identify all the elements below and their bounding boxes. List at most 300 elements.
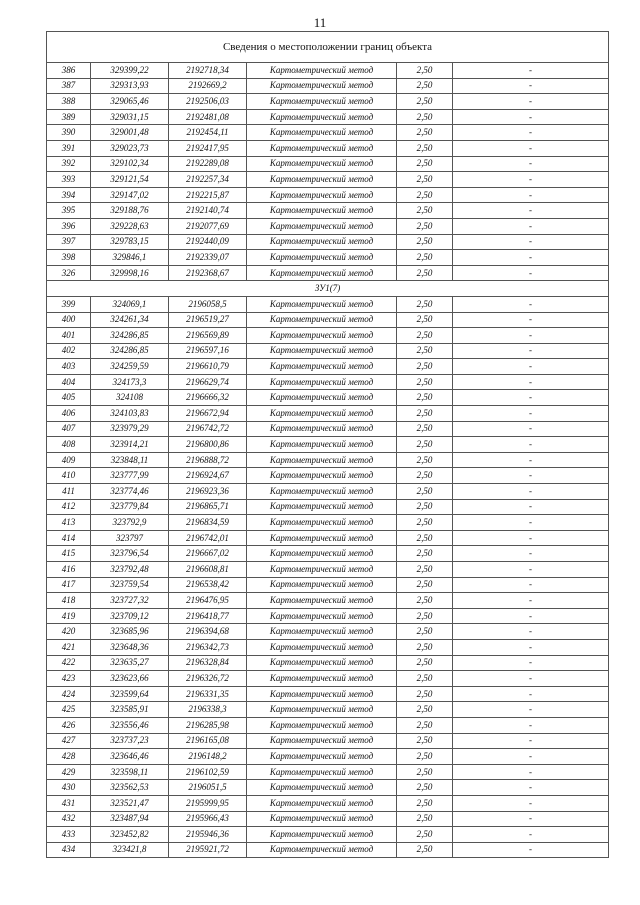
description-cell: - [453,250,609,266]
method-cell: Картометрический метод [247,530,397,546]
table-row [47,94,609,110]
description-cell: - [453,296,609,312]
y-coordinate-cell: 2192257,34 [169,172,247,188]
point-number-cell: 326 [47,265,91,281]
table-row [47,109,609,125]
description-cell: - [453,655,609,671]
accuracy-cell: 2,50 [397,733,453,749]
section-row [47,281,609,297]
method-cell: Картометрический метод [247,811,397,827]
x-coordinate-cell: 324103,83 [91,406,169,422]
table-row [47,562,609,578]
description-cell: - [453,749,609,765]
table-row [47,468,609,484]
table-row [47,343,609,359]
table-row [47,203,609,219]
description-cell: - [453,312,609,328]
x-coordinate-cell: 323585,91 [91,702,169,718]
table-row [47,172,609,188]
method-cell: Картометрический метод [247,406,397,422]
description-cell: - [453,686,609,702]
x-coordinate-cell: 329998,16 [91,265,169,281]
point-number-cell: 431 [47,795,91,811]
y-coordinate-cell: 2196519,27 [169,312,247,328]
accuracy-cell: 2,50 [397,406,453,422]
accuracy-cell: 2,50 [397,437,453,453]
x-coordinate-cell: 323599,64 [91,686,169,702]
point-number-cell: 430 [47,780,91,796]
x-coordinate-cell: 323848,11 [91,452,169,468]
y-coordinate-cell: 2196924,67 [169,468,247,484]
method-cell: Картометрический метод [247,780,397,796]
table-title: Сведения о местоположении границ объекта [47,32,609,63]
point-number-cell: 425 [47,702,91,718]
x-coordinate-cell: 323979,29 [91,421,169,437]
y-coordinate-cell: 2196326,72 [169,671,247,687]
table-row [47,296,609,312]
description-cell: - [453,811,609,827]
point-number-cell: 412 [47,499,91,515]
x-coordinate-cell: 323648,36 [91,639,169,655]
table-row [47,811,609,827]
description-cell: - [453,702,609,718]
x-coordinate-cell: 323737,23 [91,733,169,749]
description-cell: - [453,374,609,390]
y-coordinate-cell: 2196666,32 [169,390,247,406]
x-coordinate-cell: 324261,34 [91,312,169,328]
method-cell: Картометрический метод [247,437,397,453]
point-number-cell: 393 [47,172,91,188]
description-cell: - [453,437,609,453]
description-cell: - [453,125,609,141]
accuracy-cell: 2,50 [397,296,453,312]
point-number-cell: 410 [47,468,91,484]
point-number-cell: 428 [47,749,91,765]
point-number-cell: 401 [47,328,91,344]
accuracy-cell: 2,50 [397,156,453,172]
y-coordinate-cell: 2196742,72 [169,421,247,437]
method-cell: Картометрический метод [247,546,397,562]
point-number-cell: 433 [47,827,91,843]
table-row [47,125,609,141]
y-coordinate-cell: 2196800,86 [169,437,247,453]
accuracy-cell: 2,50 [397,593,453,609]
x-coordinate-cell: 323646,46 [91,749,169,765]
table-row [47,671,609,687]
table-row [47,250,609,266]
method-cell: Картометрический метод [247,172,397,188]
point-number-cell: 399 [47,296,91,312]
boundary-table [46,31,609,858]
description-cell: - [453,827,609,843]
accuracy-cell: 2,50 [397,484,453,500]
table-row [47,795,609,811]
y-coordinate-cell: 2196865,71 [169,499,247,515]
x-coordinate-cell: 323759,54 [91,577,169,593]
method-cell: Картометрический метод [247,296,397,312]
y-coordinate-cell: 2192718,34 [169,63,247,79]
accuracy-cell: 2,50 [397,140,453,156]
method-cell: Картометрический метод [247,421,397,437]
description-cell: - [453,328,609,344]
x-coordinate-cell: 323709,12 [91,608,169,624]
method-cell: Картометрический метод [247,218,397,234]
x-coordinate-cell: 329399,22 [91,63,169,79]
description-cell: - [453,265,609,281]
x-coordinate-cell: 329001,48 [91,125,169,141]
y-coordinate-cell: 2195966,43 [169,811,247,827]
y-coordinate-cell: 2192506,03 [169,94,247,110]
table-row [47,312,609,328]
x-coordinate-cell: 323774,46 [91,484,169,500]
description-cell: - [453,203,609,219]
x-coordinate-cell: 329121,54 [91,172,169,188]
x-coordinate-cell: 323792,48 [91,562,169,578]
table-row [47,452,609,468]
method-cell: Картометрический метод [247,452,397,468]
method-cell: Картометрический метод [247,717,397,733]
point-number-cell: 406 [47,406,91,422]
x-coordinate-cell: 329188,76 [91,203,169,219]
y-coordinate-cell: 2195946,36 [169,827,247,843]
boundary-table-container [46,31,608,858]
y-coordinate-cell: 2196148,2 [169,749,247,765]
point-number-cell: 417 [47,577,91,593]
method-cell: Картометрический метод [247,515,397,531]
point-number-cell: 389 [47,109,91,125]
y-coordinate-cell: 2196610,79 [169,359,247,375]
x-coordinate-cell: 324286,85 [91,328,169,344]
table-row [47,234,609,250]
accuracy-cell: 2,50 [397,717,453,733]
point-number-cell: 413 [47,515,91,531]
point-number-cell: 416 [47,562,91,578]
method-cell: Картометрический метод [247,234,397,250]
method-cell: Картометрический метод [247,593,397,609]
x-coordinate-cell: 323779,84 [91,499,169,515]
point-number-cell: 395 [47,203,91,219]
x-coordinate-cell: 323727,32 [91,593,169,609]
description-cell: - [453,671,609,687]
point-number-cell: 420 [47,624,91,640]
method-cell: Картометрический метод [247,203,397,219]
point-number-cell: 429 [47,764,91,780]
description-cell: - [453,842,609,858]
y-coordinate-cell: 2195999,95 [169,795,247,811]
method-cell: Картометрический метод [247,842,397,858]
description-cell: - [453,530,609,546]
y-coordinate-cell: 2196342,73 [169,639,247,655]
method-cell: Картометрический метод [247,140,397,156]
accuracy-cell: 2,50 [397,749,453,765]
x-coordinate-cell: 323421,8 [91,842,169,858]
table-row [47,546,609,562]
y-coordinate-cell: 2192481,08 [169,109,247,125]
accuracy-cell: 2,50 [397,187,453,203]
description-cell: - [453,780,609,796]
accuracy-cell: 2,50 [397,203,453,219]
accuracy-cell: 2,50 [397,218,453,234]
point-number-cell: 418 [47,593,91,609]
description-cell: - [453,795,609,811]
y-coordinate-cell: 2196569,89 [169,328,247,344]
accuracy-cell: 2,50 [397,390,453,406]
method-cell: Картометрический метод [247,795,397,811]
x-coordinate-cell: 323635,27 [91,655,169,671]
method-cell: Картометрический метод [247,608,397,624]
accuracy-cell: 2,50 [397,842,453,858]
point-number-cell: 424 [47,686,91,702]
method-cell: Картометрический метод [247,312,397,328]
method-cell: Картометрический метод [247,624,397,640]
table-row [47,63,609,79]
accuracy-cell: 2,50 [397,577,453,593]
y-coordinate-cell: 2196597,16 [169,343,247,359]
y-coordinate-cell: 2196667,02 [169,546,247,562]
description-cell: - [453,406,609,422]
x-coordinate-cell: 324069,1 [91,296,169,312]
accuracy-cell: 2,50 [397,312,453,328]
table-row [47,359,609,375]
description-cell: - [453,499,609,515]
x-coordinate-cell: 324259,59 [91,359,169,375]
point-number-cell: 434 [47,842,91,858]
x-coordinate-cell: 324173,3 [91,374,169,390]
table-row [47,639,609,655]
point-number-cell: 423 [47,671,91,687]
x-coordinate-cell: 329147,02 [91,187,169,203]
accuracy-cell: 2,50 [397,328,453,344]
y-coordinate-cell: 2196476,95 [169,593,247,609]
description-cell: - [453,733,609,749]
table-row [47,530,609,546]
table-row [47,390,609,406]
x-coordinate-cell: 323685,96 [91,624,169,640]
point-number-cell: 415 [47,546,91,562]
point-number-cell: 404 [47,374,91,390]
y-coordinate-cell: 2192440,09 [169,234,247,250]
accuracy-cell: 2,50 [397,562,453,578]
table-row [47,156,609,172]
point-number-cell: 414 [47,530,91,546]
method-cell: Картометрический метод [247,359,397,375]
y-coordinate-cell: 2196165,08 [169,733,247,749]
x-coordinate-cell: 323777,99 [91,468,169,484]
point-number-cell: 400 [47,312,91,328]
accuracy-cell: 2,50 [397,546,453,562]
y-coordinate-cell: 2196051,5 [169,780,247,796]
accuracy-cell: 2,50 [397,359,453,375]
accuracy-cell: 2,50 [397,374,453,390]
accuracy-cell: 2,50 [397,608,453,624]
description-cell: - [453,608,609,624]
table-row [47,608,609,624]
description-cell: - [453,452,609,468]
x-coordinate-cell: 323556,46 [91,717,169,733]
x-coordinate-cell: 323796,54 [91,546,169,562]
method-cell: Картометрический метод [247,764,397,780]
page-number: 11 [313,15,327,30]
y-coordinate-cell: 2192215,87 [169,187,247,203]
point-number-cell: 388 [47,94,91,110]
accuracy-cell: 2,50 [397,265,453,281]
description-cell: - [453,562,609,578]
point-number-cell: 403 [47,359,91,375]
y-coordinate-cell: 2196538,42 [169,577,247,593]
point-number-cell: 396 [47,218,91,234]
description-cell: - [453,109,609,125]
table-row [47,421,609,437]
description-cell: - [453,140,609,156]
description-cell: - [453,234,609,250]
accuracy-cell: 2,50 [397,94,453,110]
method-cell: Картометрический метод [247,328,397,344]
accuracy-cell: 2,50 [397,78,453,94]
accuracy-cell: 2,50 [397,172,453,188]
y-coordinate-cell: 2196338,3 [169,702,247,718]
table-row [47,437,609,453]
table-row [47,78,609,94]
point-number-cell: 421 [47,639,91,655]
accuracy-cell: 2,50 [397,109,453,125]
table-row [47,780,609,796]
description-cell: - [453,717,609,733]
table-row [47,499,609,515]
point-number-cell: 390 [47,125,91,141]
point-number-cell: 391 [47,140,91,156]
accuracy-cell: 2,50 [397,671,453,687]
table-row [47,406,609,422]
method-cell: Картометрический метод [247,63,397,79]
y-coordinate-cell: 2196058,5 [169,296,247,312]
x-coordinate-cell: 329102,34 [91,156,169,172]
y-coordinate-cell: 2196418,77 [169,608,247,624]
x-coordinate-cell: 329031,15 [91,109,169,125]
point-number-cell: 422 [47,655,91,671]
x-coordinate-cell: 323521,47 [91,795,169,811]
accuracy-cell: 2,50 [397,515,453,531]
y-coordinate-cell: 2192454,11 [169,125,247,141]
method-cell: Картометрический метод [247,78,397,94]
table-row [47,686,609,702]
description-cell: - [453,390,609,406]
x-coordinate-cell: 323487,94 [91,811,169,827]
point-number-cell: 386 [47,63,91,79]
method-cell: Картометрический метод [247,156,397,172]
x-coordinate-cell: 323914,21 [91,437,169,453]
method-cell: Картометрический метод [247,468,397,484]
y-coordinate-cell: 2196923,36 [169,484,247,500]
description-cell: - [453,156,609,172]
y-coordinate-cell: 2196285,98 [169,717,247,733]
method-cell: Картометрический метод [247,390,397,406]
point-number-cell: 397 [47,234,91,250]
y-coordinate-cell: 2192417,95 [169,140,247,156]
x-coordinate-cell: 329846,1 [91,250,169,266]
y-coordinate-cell: 2196672,94 [169,406,247,422]
method-cell: Картометрический метод [247,733,397,749]
x-coordinate-cell: 323797 [91,530,169,546]
table-row [47,218,609,234]
x-coordinate-cell: 329023,73 [91,140,169,156]
y-coordinate-cell: 2196394,68 [169,624,247,640]
description-cell: - [453,187,609,203]
x-coordinate-cell: 329783,15 [91,234,169,250]
accuracy-cell: 2,50 [397,811,453,827]
description-cell: - [453,639,609,655]
method-cell: Картометрический метод [247,702,397,718]
method-cell: Картометрический метод [247,686,397,702]
table-row [47,827,609,843]
table-row [47,655,609,671]
description-cell: - [453,764,609,780]
method-cell: Картометрический метод [247,671,397,687]
description-cell: - [453,468,609,484]
description-cell: - [453,359,609,375]
table-row [47,328,609,344]
y-coordinate-cell: 2196888,72 [169,452,247,468]
accuracy-cell: 2,50 [397,686,453,702]
table-row [47,265,609,281]
y-coordinate-cell: 2196834,59 [169,515,247,531]
method-cell: Картометрический метод [247,639,397,655]
method-cell: Картометрический метод [247,577,397,593]
description-cell: - [453,63,609,79]
description-cell: - [453,94,609,110]
y-coordinate-cell: 2192339,07 [169,250,247,266]
accuracy-cell: 2,50 [397,795,453,811]
accuracy-cell: 2,50 [397,530,453,546]
point-number-cell: 419 [47,608,91,624]
x-coordinate-cell: 323623,66 [91,671,169,687]
table-row [47,842,609,858]
method-cell: Картометрический метод [247,749,397,765]
table-row [47,764,609,780]
x-coordinate-cell: 323792,9 [91,515,169,531]
table-row [47,140,609,156]
accuracy-cell: 2,50 [397,639,453,655]
table-row [47,484,609,500]
method-cell: Картометрический метод [247,109,397,125]
table-header-row [47,32,609,63]
point-number-cell: 387 [47,78,91,94]
accuracy-cell: 2,50 [397,468,453,484]
x-coordinate-cell: 329313,93 [91,78,169,94]
table-row [47,515,609,531]
accuracy-cell: 2,50 [397,234,453,250]
accuracy-cell: 2,50 [397,343,453,359]
y-coordinate-cell: 2192289,08 [169,156,247,172]
accuracy-cell: 2,50 [397,452,453,468]
method-cell: Картометрический метод [247,94,397,110]
point-number-cell: 394 [47,187,91,203]
description-cell: - [453,484,609,500]
y-coordinate-cell: 2196102,59 [169,764,247,780]
table-row [47,577,609,593]
x-coordinate-cell: 323452,82 [91,827,169,843]
description-cell: - [453,218,609,234]
y-coordinate-cell: 2196608,81 [169,562,247,578]
point-number-cell: 398 [47,250,91,266]
method-cell: Картометрический метод [247,250,397,266]
method-cell: Картометрический метод [247,499,397,515]
method-cell: Картометрический метод [247,655,397,671]
table-row [47,717,609,733]
method-cell: Картометрический метод [247,125,397,141]
method-cell: Картометрический метод [247,374,397,390]
x-coordinate-cell: 324286,85 [91,343,169,359]
x-coordinate-cell: 323562,53 [91,780,169,796]
